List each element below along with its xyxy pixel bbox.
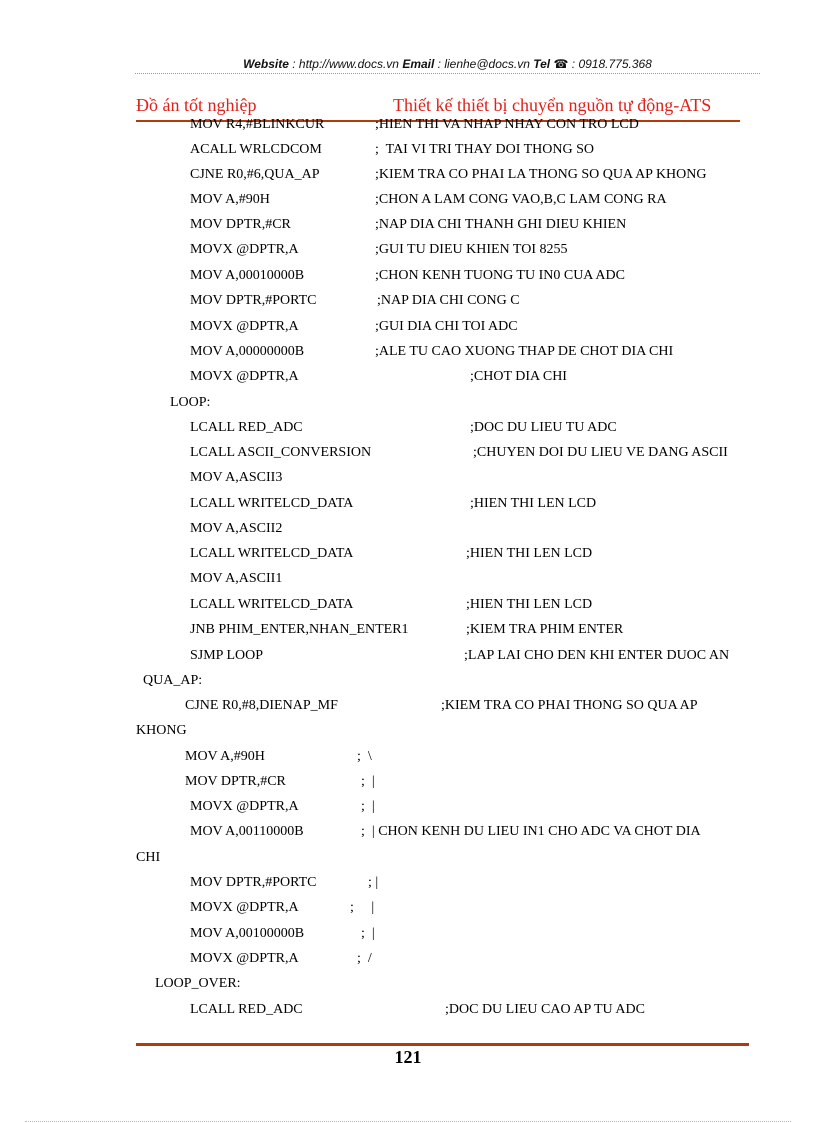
code-text: LCALL WRITELCD_DATA: [190, 496, 354, 511]
code-text: MOV A,00000000B: [190, 344, 305, 359]
code-comment: ; |: [368, 875, 379, 890]
code-text: JNB PHIM_ENTER,NHAN_ENTER1: [190, 622, 409, 637]
document-title-right: Thiết kế thiết bị chuyển nguồn tự động-ATS: [393, 95, 712, 115]
code-text: MOV DPTR,#CR: [190, 217, 291, 232]
code-text: MOV A,ASCII1: [190, 571, 283, 586]
code-text: LCALL RED_ADC: [190, 420, 303, 435]
website-label: Website: [243, 57, 289, 71]
code-comment: ;HIEN THI LEN LCD: [466, 597, 593, 612]
code-comment: ;KIEM TRA CO PHAI THONG SO QUA AP: [441, 698, 698, 713]
site-header: [135, 57, 760, 71]
bottom-divider: [25, 1121, 791, 1122]
code-text: SJMP LOOP: [190, 648, 264, 663]
code-text: MOV DPTR,#PORTC: [190, 293, 317, 308]
code-comment: ; TAI VI TRI THAY DOI THONG SO: [375, 142, 595, 157]
code-wrap: CHI: [136, 850, 161, 865]
code-text: MOVX @DPTR,A: [190, 369, 299, 384]
code-wrap: KHONG: [136, 723, 187, 738]
code-comment: ;CHUYEN DOI DU LIEU VE DANG ASCII: [473, 445, 728, 460]
code-comment: ;GUI TU DIEU KHIEN TOI 8255: [375, 242, 568, 257]
code-text: MOVX @DPTR,A: [190, 900, 299, 915]
code-comment: ; /: [357, 951, 372, 966]
website-value: : http://www.docs.vn: [288, 57, 403, 71]
code-text: MOV A,#90H: [190, 192, 270, 207]
code-comment: ;LAP LAI CHO DEN KHI ENTER DUOC AN: [464, 648, 730, 663]
code-text: MOV A,00110000B: [190, 824, 304, 839]
code-comment: ;HIEN THI VA NHAP NHAY CON TRO LCD: [375, 117, 639, 132]
document-title-left: Đồ án tốt nghiệp: [136, 95, 257, 115]
tel-label: Tel: [533, 57, 551, 71]
code-text: MOVX @DPTR,A: [190, 951, 299, 966]
code-text: CJNE R0,#8,DIENAP_MF: [185, 698, 338, 713]
code-comment: ;CHOT DIA CHI: [470, 369, 567, 384]
code-text: LCALL RED_ADC: [190, 1002, 303, 1017]
code-text: MOVX @DPTR,A: [190, 319, 299, 334]
code-text: MOVX @DPTR,A: [190, 799, 299, 814]
code-text: MOV A,ASCII3: [190, 470, 283, 485]
code-text: LCALL WRITELCD_DATA: [190, 597, 354, 612]
code-text: MOV A,00010000B: [190, 268, 305, 283]
page-number: 121: [394, 1047, 422, 1067]
code-comment: ; |: [361, 926, 375, 941]
code-comment: ;NAP DIA CHI CONG C: [377, 293, 520, 308]
code-comment: ;KIEM TRA CO PHAI LA THONG SO QUA AP KHONG: [375, 167, 707, 182]
tel-value: : 0918.775.368: [568, 57, 652, 71]
code-text: MOV DPTR,#CR: [185, 774, 286, 789]
code-comment: ;KIEM TRA PHIM ENTER: [466, 622, 624, 637]
code-label: LOOP_OVER:: [155, 976, 241, 991]
phone-icon: ☎: [553, 57, 569, 71]
code-comment: ;DOC DU LIEU CAO AP TU ADC: [445, 1002, 645, 1017]
header-divider: [135, 73, 760, 74]
code-text: MOV A,00100000B: [190, 926, 305, 941]
code-text: MOVX @DPTR,A: [190, 242, 299, 257]
code-comment: ; |: [361, 774, 375, 789]
code-comment: ;CHON KENH TUONG TU IN0 CUA ADC: [375, 268, 625, 283]
code-comment: ;HIEN THI LEN LCD: [466, 546, 593, 561]
footer-rule: [136, 1043, 749, 1046]
code-text: MOV A,ASCII2: [190, 521, 283, 536]
email-value: : lienhe@docs.vn: [434, 57, 534, 71]
code-text: LCALL ASCII_CONVERSION: [190, 445, 372, 460]
code-comment: ; |: [350, 900, 375, 915]
code-comment: ;GUI DIA CHI TOI ADC: [375, 319, 518, 334]
email-label: Email: [402, 57, 435, 71]
code-comment: ; \: [357, 749, 372, 764]
code-comment: ;NAP DIA CHI THANH GHI DIEU KHIEN: [375, 217, 627, 232]
code-comment: ;DOC DU LIEU TU ADC: [470, 420, 617, 435]
code-comment: ;HIEN THI LEN LCD: [470, 496, 597, 511]
code-text: MOV DPTR,#PORTC: [190, 875, 317, 890]
code-label: QUA_AP:: [143, 673, 203, 688]
code-comment: ; |: [361, 799, 375, 814]
code-comment: ; | CHON KENH DU LIEU IN1 CHO ADC VA CHOT DIA: [361, 824, 701, 839]
code-text: MOV R4,#BLINKCUR: [190, 117, 325, 132]
code-text: MOV A,#90H: [185, 749, 265, 764]
code-comment: ;ALE TU CAO XUONG THAP DE CHOT DIA CHI: [375, 344, 674, 359]
code-label: LOOP:: [170, 395, 211, 410]
code-text: LCALL WRITELCD_DATA: [190, 546, 354, 561]
code-text: ACALL WRLCDCOM: [190, 142, 322, 157]
code-comment: ;CHON A LAM CONG VAO,B,C LAM CONG RA: [375, 192, 667, 207]
code-text: CJNE R0,#6,QUA_AP: [190, 167, 320, 182]
